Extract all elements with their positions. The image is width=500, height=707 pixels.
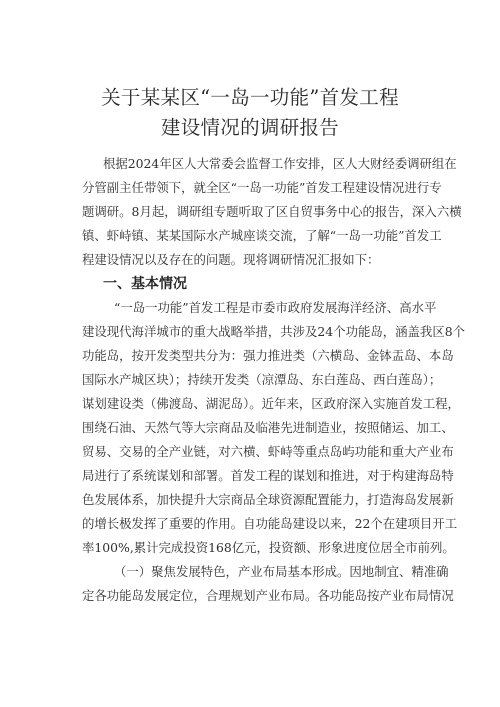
body-line: 局进行了系统谋划和部署。首发工程的谋划和推进，对于构建海岛特 (82, 468, 454, 483)
body-line: 贸易、交易的全产业链，对六横、虾峙等重点岛屿功能和重大产业布 (82, 444, 454, 459)
body-line: 率100%,累计完成投资168亿元，投资额、形象进度位居全市前列。 (82, 540, 455, 555)
body-line: “一岛一功能”首发工程是市委市政府发展海洋经济、高水平 (114, 300, 437, 315)
document-title-line-2: 建设情况的调研报告 (160, 116, 340, 139)
body-line: 的增长极发挥了重要的作用。自功能岛建设以来，22个在建项目开工 (82, 516, 458, 531)
intro-line: 分管副主任带领下，就全区“一岛一功能”首发工程建设情况进行专 (82, 180, 442, 195)
body-line: 谋划建设类（佛渡岛、湖泥岛）。近年来，区政府深入实施首发工程， (82, 396, 460, 411)
body-line: 定各功能岛发展定位，合理规划产业布局。各功能岛按产业布局情况 (82, 588, 454, 603)
intro-line: 程建设情况以及存在的问题。现将调研情况汇报如下： (82, 252, 380, 267)
body-line: 国际水产城区块）；持续开发类（凉潭岛、东白莲岛、西白莲岛）； (82, 372, 442, 387)
intro-line: 题调研。8月起，调研组专题听取了区自贸事务中心的报告，深入六横 (82, 204, 462, 219)
document-title-line-1: 关于某某区“一岛一功能”首发工程 (101, 86, 399, 109)
body-line: 建设现代海洋城市的重大战略举措，共涉及24个功能岛，涵盖我区8个 (82, 324, 465, 339)
body-line: 围绕石油、天然气等大宗商品及临港先进制造业，按照储运、加工、 (82, 420, 454, 435)
body-line: 功能岛，按开发类型共分为：强力推进类（六横岛、金钵盂岛、本岛 (82, 348, 454, 363)
body-line: 色发展体系，加快提升大宗商品全球资源配置能力，打造海岛发展新 (82, 492, 454, 507)
intro-line: 根据2024年区人大常委会监督工作安排，区人大财经委调研组在 (103, 156, 457, 171)
section-heading: 一、基本情况 (103, 276, 187, 292)
subsection-first-line: （一）聚焦发展特色，产业布局基本形成。因地制宜、精准确 (114, 564, 449, 579)
intro-line: 镇、虾峙镇、某某国际水产城座谈交流，了解“一岛一功能”首发工 (82, 228, 442, 243)
